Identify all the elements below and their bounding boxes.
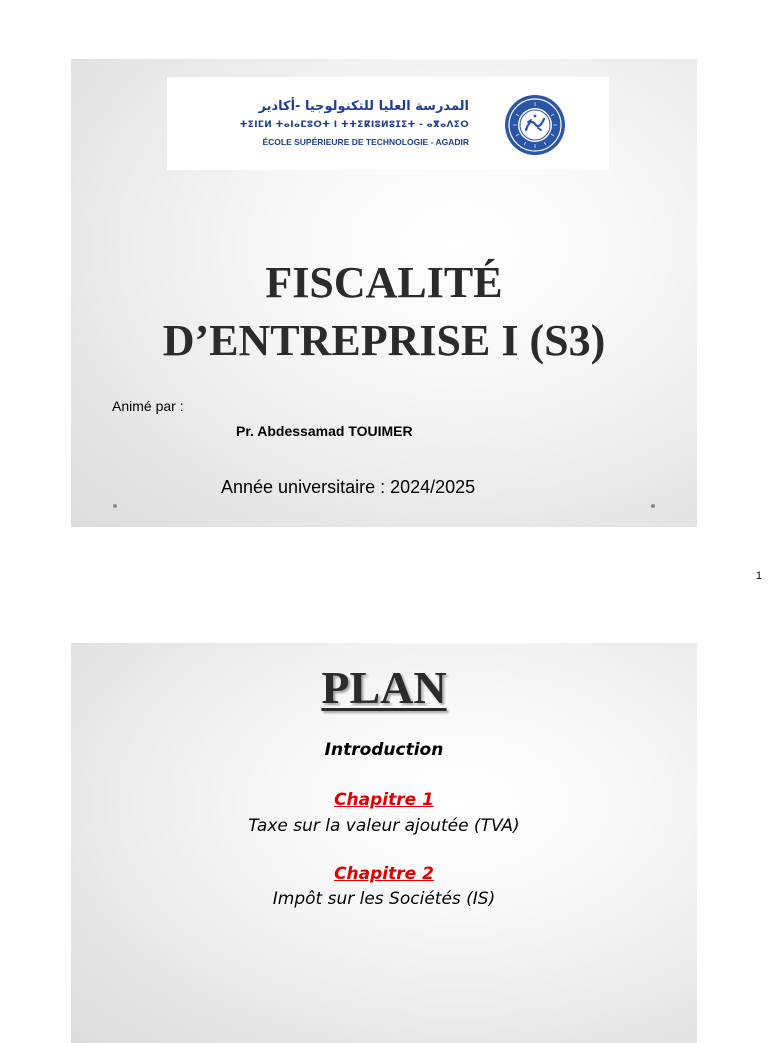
chapter2-label: Chapitre 2 [334,864,434,884]
decorative-dot-left [113,504,117,508]
course-title-line1: FISCALITÉ [265,258,503,307]
title-slide [71,59,697,527]
chapter1-label: Chapitre 1 [334,790,434,810]
course-title-line2: D’ENTREPRISE I (S3) [162,316,606,365]
chapter1-title: Taxe sur la valeur ajoutée (TVA) [248,816,520,836]
school-logo-banner [167,77,609,170]
decorative-dot-right [651,504,655,508]
logo-french-text: ÉCOLE SUPÉRIEURE DE TECHNOLOGIE - AGADIR [262,137,469,147]
logo-tifinagh-text: ⵜⵉⵏⵎⵍ ⵜⴰⵏⴰⵎⵓⵔⵜ ⵏ ⵜⵜⵉⴽⵏⵓⵍⵓⵊⵉⵜ - ⴰⴳⴰⴷⵉⵔ [239,120,469,130]
university-seal-icon [504,94,566,156]
plan-slide [71,643,697,1043]
plan-introduction: Introduction [324,740,444,760]
animated-by-label: Animé par : [112,398,184,414]
chapter2-title: Impôt sur les Sociétés (IS) [272,889,496,909]
academic-year: Année universitaire : 2024/2025 [221,477,476,497]
presenter-name: Pr. Abdessamad TOUIMER [236,423,413,439]
logo-arabic-text: المدرسة العليا للتكنولوجيا -أكادير [258,99,469,114]
plan-title: PLAN [321,662,447,713]
page-number: 1 [755,570,762,582]
